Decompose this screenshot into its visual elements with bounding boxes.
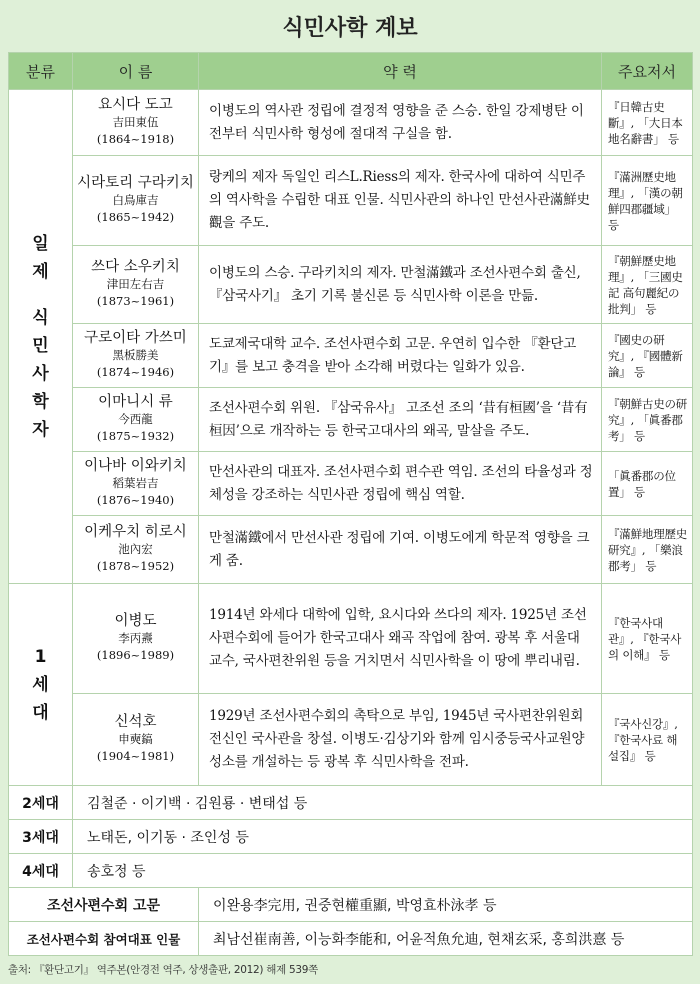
name-years: (1896~1989) [96,648,175,662]
table-row [9,854,693,888]
name-hanja: 津田左右吉 [106,277,165,291]
category-char: 대 [32,702,49,723]
category-char: 식 [32,307,49,328]
members-value: 최남선崔南善, 이능화李能和, 어윤적魚允迪, 현채玄采, 홍희洪憙 등 [199,922,693,956]
name-years: (1865~1942) [96,210,175,224]
table-row [9,888,693,922]
table-row [9,452,693,516]
works-cell: 『한국사대관』, 『한국사의 이해』 등 [602,584,693,694]
header-name: 이 름 [73,53,199,90]
name-hanja: 李丙燾 [118,631,153,645]
generation-value: 노태돈, 이기동 · 조인성 등 [73,820,693,854]
bio-cell: 이병도의 스승. 구라키치의 제자. 만철滿鐵과 조선사편수회 출신, 『삼국사기』 초기 기록 불신론 등 식민사학 이론을 만듦. [199,246,602,324]
name-cell [73,516,199,584]
name-korean: 쓰다 소우키치 [91,259,180,275]
name-korean: 요시다 도고 [98,97,173,113]
category-char: 민 [32,335,49,356]
table-row [9,246,693,324]
name-hanja: 池內宏 [118,542,153,556]
category-spacer [9,286,72,304]
name-cell [73,452,199,516]
works-cell: 「眞番郡の位置」 등 [602,452,693,516]
works-cell: 『朝鮮歷史地理』, 「三國史記 高句麗紀の批判」 등 [602,246,693,324]
name-cell [73,324,199,388]
table-row [9,156,693,246]
name-korean: 신석호 [114,714,157,730]
table-row [9,694,693,786]
name-cell [73,246,199,324]
category-gen1 [9,584,73,786]
table-row [9,584,693,694]
works-cell: 『國史の研究』, 『國體新論』 등 [602,324,693,388]
members-label: 조선사편수회 참여대표 인물 [9,922,199,956]
name-korean: 이마니시 류 [98,394,173,410]
category-char: 사 [32,363,49,384]
header-bio: 약 력 [199,53,602,90]
name-hanja: 吉田東伍 [112,115,159,129]
name-korean: 구로이타 가쓰미 [84,330,187,346]
lineage-table-wrapper [8,52,692,956]
name-years: (1874~1946) [96,365,175,379]
name-years: (1873~1961) [96,294,175,308]
category-char: 학 [32,391,49,412]
table-body [9,90,693,956]
table-row [9,388,693,452]
bio-cell: 도쿄제국대학 교수. 조선사편수회 고문. 우연히 입수한 『환단고기』를 보고 충격을 받아 소각해 버렸다는 일화가 있음. [199,324,602,388]
category-japan [9,90,73,584]
bio-cell: 1914년 와세다 대학에 입학, 요시다와 쓰다의 제자. 1925년 조선사편수회에 들어가 한국고대사 왜곡 작업에 참여. 광복 후 서울대 교수, 국사편찬위원 등을 거치면서 식민사학을 이 땅에 뿌리내림. [199,584,602,694]
header-category: 분류 [9,53,73,90]
advisors-label: 조선사편수회 고문 [9,888,199,922]
name-cell [73,90,199,156]
bio-cell: 랑케의 제자 독일인 리스L.Riess의 제자. 한국사에 대하여 식민주의 역사학을 수립한 대표 인물. 식민사관의 하나인 만선사관滿鮮史觀을 주도. [199,156,602,246]
generation-label: 4세대 [9,854,73,888]
name-korean: 이병도 [114,613,157,629]
bio-cell: 만선사관의 대표자. 조선사편수회 편수관 역임. 조선의 타율성과 정체성을 강조하는 식민사관 정립에 핵심 역할. [199,452,602,516]
advisors-value: 이완용李完用, 권중현權重顯, 박영효朴泳孝 등 [199,888,693,922]
lineage-table [8,52,693,956]
table-row [9,516,693,584]
works-cell: 『日韓古史斷』, 「大日本地名辭書」 등 [602,90,693,156]
works-cell: 『滿鮮地理歷史研究』, 「樂浪郡考」 등 [602,516,693,584]
category-char: 제 [32,261,49,282]
header-works: 주요저서 [602,53,693,90]
works-cell: 『朝鮮古史の研究』, 「眞番郡考」 등 [602,388,693,452]
source-footer: 출처: 『환단고기』 역주본(안경전 역주, 상생출판, 2012) 해제 539쪽 [8,964,318,976]
name-cell [73,156,199,246]
name-hanja: 稻葉岩吉 [112,476,159,490]
name-korean: 시라토리 구라키치 [77,175,194,191]
name-hanja: 黑板勝美 [112,348,159,362]
name-cell [73,388,199,452]
category-char: 세 [32,674,49,695]
works-cell: 『滿洲歷史地理』, 「漢の朝鮮四郡疆域」 등 [602,156,693,246]
works-cell: 『국사신강』, 『한국사료 해설집』 등 [602,694,693,786]
name-korean: 이케우치 히로시 [84,524,187,540]
name-years: (1876~1940) [96,493,175,507]
table-row [9,324,693,388]
generation-value: 송호정 등 [73,854,693,888]
name-hanja: 申奭鎬 [118,732,153,746]
page-title: 식민사학 계보 [282,15,418,41]
table-row [9,90,693,156]
name-korean: 이나바 이와키치 [84,458,187,474]
name-years: (1878~1952) [96,559,175,573]
generation-label: 2세대 [9,786,73,820]
table-header-row [9,53,693,90]
name-hanja: 今西龍 [118,412,153,426]
name-hanja: 白鳥庫吉 [112,193,159,207]
name-years: (1904~1981) [96,749,175,763]
bio-cell: 만철滿鐵에서 만선사관 정립에 기여. 이병도에게 학문적 영향을 크게 줌. [199,516,602,584]
table-row [9,820,693,854]
bio-cell: 조선사편수회 위원. 『삼국유사』 고조선 조의 ‘昔有桓國’을 ‘昔有桓因’으로 개작하는 등 한국고대사의 왜곡, 말살을 주도. [199,388,602,452]
category-char: 자 [32,419,49,440]
name-years: (1864~1918) [96,132,175,146]
category-char: 1 [34,646,47,667]
table-row [9,922,693,956]
name-years: (1875~1932) [96,429,175,443]
category-char: 일 [32,233,49,254]
bio-cell: 이병도의 역사관 정립에 결정적 영향을 준 스승. 한일 강제병탄 이전부터 식민사학 형성에 절대적 구실을 함. [199,90,602,156]
name-cell [73,694,199,786]
generation-label: 3세대 [9,820,73,854]
bio-cell: 1929년 조선사편수회의 촉탁으로 부임, 1945년 국사편찬위원회 전신인 국사관을 창설. 이병도·김상기와 함께 임시중등국사교원양성소를 개설하는 등 광복 후 식민사학을 전파. [199,694,602,786]
generation-value: 김철준 · 이기백 · 김원룡 · 변태섭 등 [73,786,693,820]
name-cell [73,584,199,694]
table-row [9,786,693,820]
